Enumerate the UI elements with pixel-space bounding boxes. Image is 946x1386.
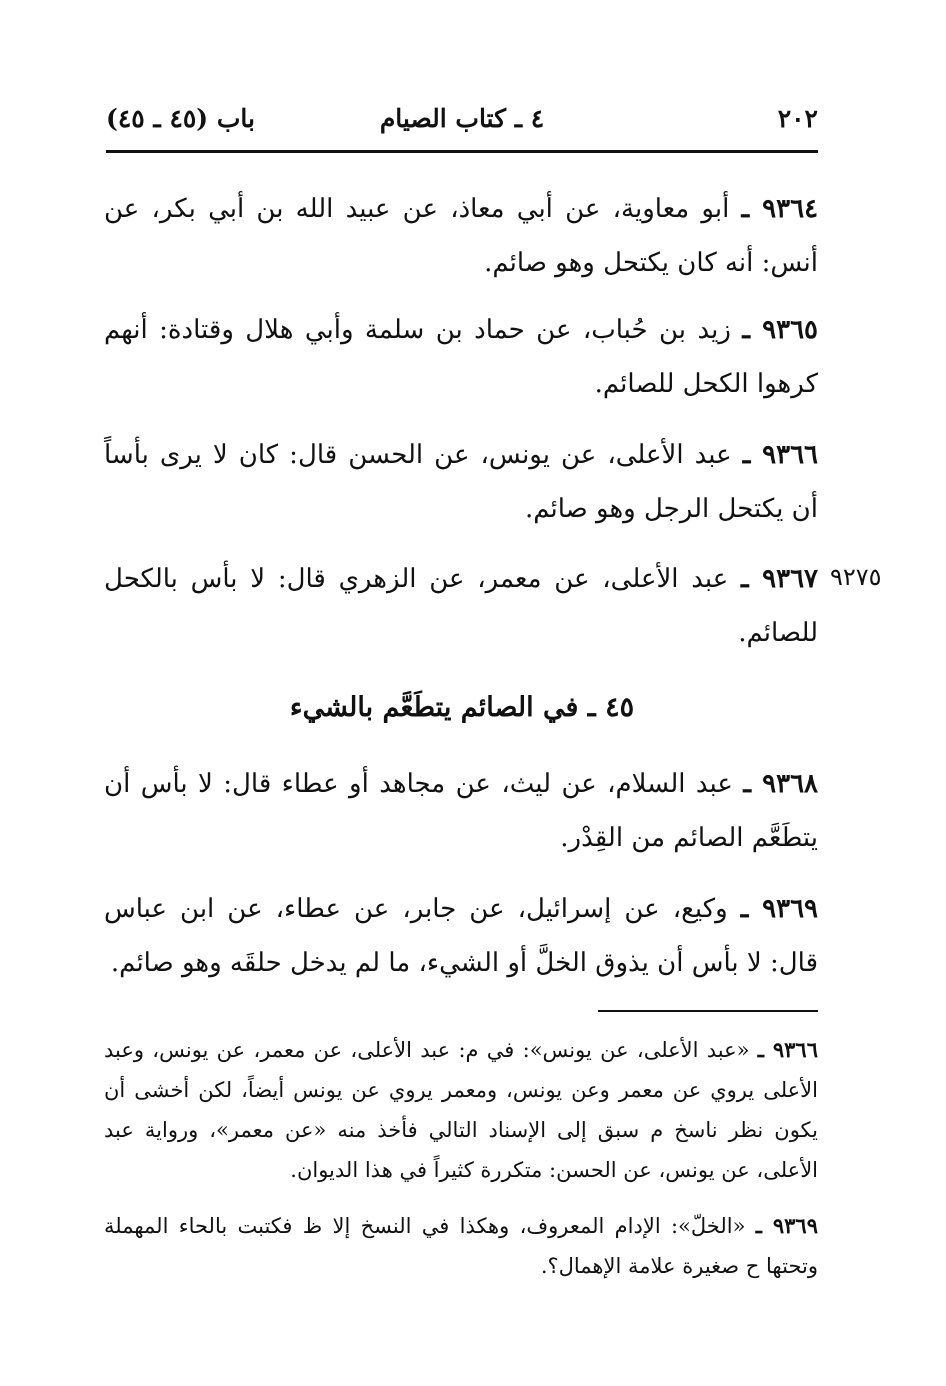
footnote-text: «عبد الأعلى، عن يونس»: في م: عبد الأعلى، عن معمر، عن يونس، وعبد الأعلى يروي عن معمر وعن يونس، ومعمر يروي عن يونس أيضاً، لكن أخشى أن يكون نظر ناسخ م سبق إلى الإسناد التالي فأخذ منه «عن معمر»، ورواية عبد الأعلى، عن يونس، عن الحسن: متكررة كثيراً في هذا الديوان.: [104, 1038, 818, 1182]
hadith-entry: [104, 882, 818, 990]
entry-number: ٩٣٦٩ ـ: [740, 894, 818, 924]
hadith-entry: [104, 757, 818, 865]
page-header: [106, 104, 818, 144]
entry-number: ٩٣٦٦ ـ: [742, 440, 818, 470]
footnote-separator: [598, 1010, 818, 1012]
hadith-entry: [104, 303, 818, 411]
page-number: ٢٠٢: [777, 104, 818, 133]
entry-text: عبد الأعلى، عن معمر، عن الزهري قال: لا بأس بالكحل للصائم.: [104, 564, 818, 648]
footnote-text: «الخلّ»: الإدام المعروف، وهكذا في النسخ إلا ظ فكتبت بالحاء المهملة وتحتها ح صغيرة علامة الإهمال؟.: [104, 1214, 818, 1278]
hadith-entry: [104, 428, 818, 536]
entry-number: ٩٣٦٥ ـ: [742, 315, 819, 345]
entry-number: ٩٣٦٨ ـ: [743, 769, 818, 799]
hadith-entry: [104, 182, 818, 290]
hadith-entry: [104, 552, 818, 660]
entry-text: عبد الأعلى، عن يونس، عن الحسن قال: كان لا يرى بأساً أن يكتحل الرجل وهو صائم.: [104, 440, 818, 524]
margin-number: ٩٢٧٥: [830, 563, 882, 591]
footnote: [104, 1030, 818, 1190]
header-rule: [106, 150, 818, 153]
footnote: [104, 1206, 818, 1286]
entry-text: وكيع، عن إسرائيل، عن جابر، عن عطاء، عن ابن عباس قال: لا بأس أن يذوق الخلَّ أو الشيء، ما لم يدخل حلقَه وهو صائم.: [104, 894, 818, 978]
section-title: ٤٥ ـ في الصائم يتطَعَّم بالشيء: [289, 692, 635, 723]
entry-text: عبد السلام، عن ليث، عن مجاهد أو عطاء قال: لا بأس أن يتطَعَّم الصائم من القِدْر.: [104, 769, 818, 853]
footnote-number: ٩٣٦٩ ـ: [755, 1213, 818, 1238]
entry-text: زيد بن حُباب، عن حماد بن سلمة وأبي هلال وقتادة: أنهم كرهوا الكحل للصائم.: [104, 315, 818, 399]
entry-text: أبو معاوية، عن أبي معاذ، عن عبيد الله بن أبي بكر، عن أنس: أنه كان يكتحل وهو صائم.: [104, 194, 818, 278]
chapter-range: باب (٤٥ ـ ٤٥): [106, 104, 255, 133]
book-title: ٤ ـ كتاب الصيام: [379, 104, 545, 133]
entry-number: ٩٣٦٧ ـ: [741, 564, 819, 594]
footnote-number: ٩٣٦٦ ـ: [757, 1037, 818, 1062]
entry-number: ٩٣٦٤ ـ: [741, 194, 819, 224]
